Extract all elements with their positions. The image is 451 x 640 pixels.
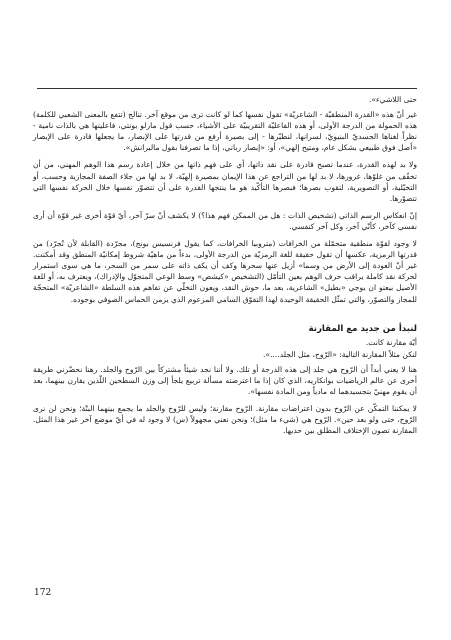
section-paragraph-2: هنا لا يعني أبداً أن الرّوح هي جلد إلى هذه الدرجة أو تلك. ولا أننا نجد شيئاً مشتركاً بين الرّوح والجلد. رهنا نحضّرني طريقة أخرى عن عالم الرياضيات بوانكاريه، الذي كان إذا ما اعترضته مسألة تربيع يلجأ إلى وزن السطحين اللّذين يقارن بينهما، بعد أن يقوم مهنيّ بتجسيدهما له مادياً ومن المادة نفسها». — [33, 364, 417, 396]
paragraph-2: غير أنّ هذه «القدرة المنطقيّة - الشاعريّة» تقول نفسها كما لو كانت ترى من موقع آخر. تنالج (تتفع بالمعنى الشعبي للكلمة) هذه الحمولة من الدرجة الأولى، أو هذه الفاعليّة التقريبيّة على الأشياء، حسب قول مارلو بونتي، فاعليتها هي بالذات نامية - نظراً لغناها الجسديّ البنيويّ، لسرانها، لنطيّرها - إلى بصيرة أرفع من قدرتها على الإبصار، ما يجعلها قادرة على الإبصار «أصل فوق طبيعي بشكل عام، ومتيح إلهي»، أو: «إبصار رباني، إذا ما تصرفنا بقول مالبرانش». — [33, 110, 417, 153]
paragraph-1: حتى اللاشيء». — [368, 95, 417, 104]
section-paragraph-3: لا يمكننا التمكّن عن الرّوح بدون اعتراضات مقارنة. الرّوح مقارنة؛ وليس للرّوح والجلد ما يجمع بينهما البتّة؛ ونحن لن نرى الرّوح، حتى ولو بعد حين». الرّوح هي (شيء ما مثل)؛ ونحن نعني مجهولاً (س) لا وجود له في أيّ موضع آخر غير هذا المثل. المقارنة تصون الإختلاف المطلق بين حديها. — [33, 403, 417, 436]
paragraph-3: ولا بد لهذه القدرة، عندما تصبح قادرة على نقد ذاتها، أي على فهم ذاتها من خلال إعادة رسم هذا الوهم المهني، من أن تخفّف من غلوّها، غرورها، لا بد لها من التراجع عن هذا الإيمان بمصيرة إلهيّة، لا بد لها من جلاء الصفة المجازية وحسب، أو التخيّلية، أو التصويرية، لتقوب بصرها؛ فبصرها التأكّيد هو ما ينتجها القدرة على أن تتصوّر نفسها خلال الحركة نفسها التي تتصوّرها. — [33, 160, 418, 203]
page-number: 172 — [34, 588, 52, 598]
paragraph-5: لا وجود لقوّة منطقية متحمّلة من الخرافات (متروبيا الخرافات، كما يقول فرنسيس بونج)، مجرّدة (القابلة لأن تُجرّد) من قدرتها الرمزية، عكسها أن تقول حقيقة للغة الرمزيّة من الدرجة الأولى، بدءاً من ماهيّة شروط إمكانيّة المنطق وقد أمكنت. غير أنّ العودة إلى الأرض من وسما» أزيل عنها سحرها وكف أن يكف ذاته على سمر من السحر، ما هي سوى استمرار لحركة نقد كاملة يراقب حرف الوهم بعين التأمّل (التشخيص «كيشص» وسط الوعي المتجوّل والإدراك)، ويعترف به، أو للغة الأصيل بيعتو ان يوجي «بطيل» الشاعرية، بعد ما، حوش النقد، ويعون التخلّي عن تفاهم هذه السلطة «الشاعريّة» المتحجّة للمجاز والتصوّر، والتي تمثّل الحقيقة الوحيدة لهذا التفوّق السامي المزعوم الذي يزمن الحماس الصوفي بوجوده. — [33, 239, 417, 304]
paragraph-4: إنّ انعكاس الرسم الذاتي (تشخيص الذات : هل من الممكن فهم هذا؟) لا يكشف أنّ سرّ آخر، أيّ قوّة أخرى غير قوّة أن أرى نفسي كآخر، كأنّي آخر، وكل آخر كنفسي. — [33, 210, 417, 231]
section-paragraph-1: لنكن مثلاً المقارنة التالية: «الرّوح، مثل الجلد....». — [263, 349, 417, 359]
section-subheading: أيّة مقارنة كانت. — [365, 337, 417, 347]
top-rule — [37, 88, 417, 89]
section-heading: لنبدأ من جديد مع المقارنة — [308, 323, 417, 334]
page-body — [33, 94, 417, 442]
